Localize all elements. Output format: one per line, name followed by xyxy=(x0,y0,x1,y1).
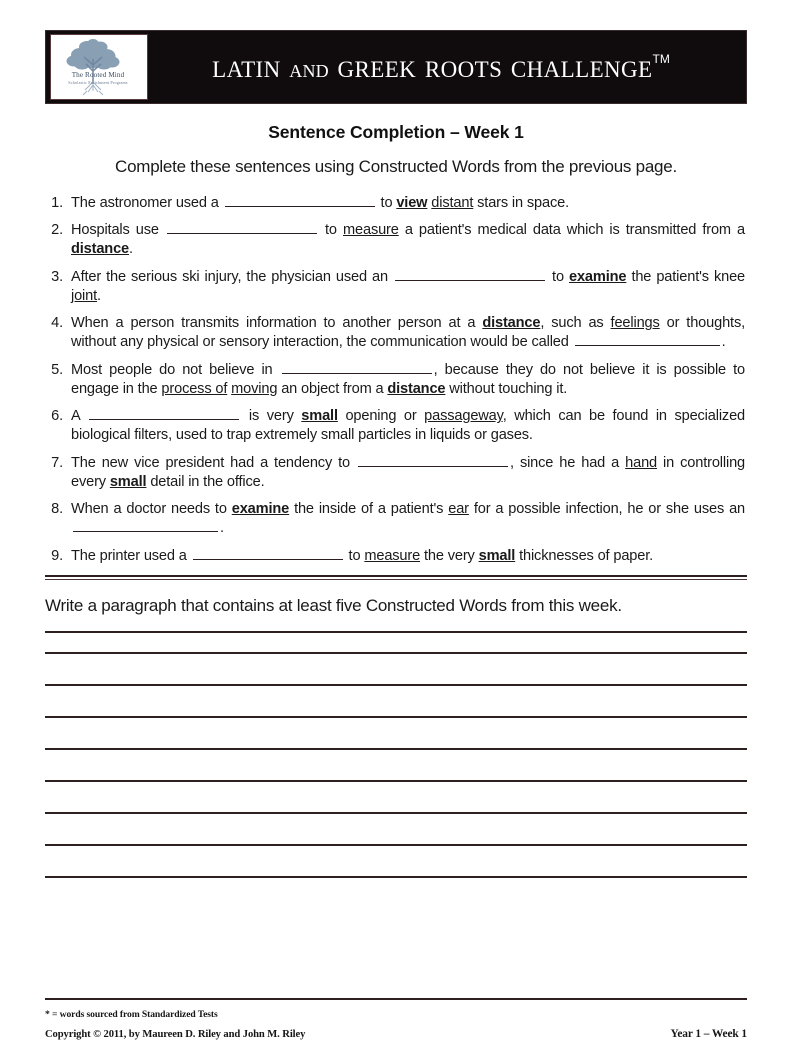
sentence-text: without touching it. xyxy=(445,380,568,397)
writing-line[interactable] xyxy=(45,876,747,878)
question-text xyxy=(71,454,747,492)
root-word-emphasis: small xyxy=(478,547,516,564)
sentence-text: to xyxy=(318,222,343,239)
question-item xyxy=(45,194,747,213)
clue-word-underline: feelings xyxy=(610,315,660,332)
sentence-text: to xyxy=(344,547,365,564)
sentence-text: A xyxy=(71,408,88,425)
instruction-text: Complete these sentences using Constructed Words from the previous page. xyxy=(115,157,677,176)
question-number: 7. xyxy=(51,454,63,471)
root-word-emphasis: distance xyxy=(482,315,541,332)
writing-line[interactable] xyxy=(45,844,747,846)
clue-word-underline: hand xyxy=(625,454,658,471)
question-number: 1. xyxy=(51,195,63,211)
sentence-text: , such as xyxy=(540,315,611,332)
clue-word-underline: moving xyxy=(231,380,278,397)
root-word-emphasis: examine xyxy=(231,501,290,518)
sentence-text: the patient's knee xyxy=(626,268,746,285)
sentence-text: an object from a xyxy=(277,380,388,397)
question-item xyxy=(45,361,747,399)
question-text xyxy=(71,194,747,213)
sentence-text: in controlling every xyxy=(71,454,746,490)
question-text xyxy=(71,407,747,445)
banner-title xyxy=(148,48,746,85)
writing-lines-area xyxy=(45,652,747,878)
sentence-text: After the serious ski injury, the physician used an xyxy=(71,268,393,285)
writing-line[interactable] xyxy=(45,652,747,654)
sentence-text: is very xyxy=(241,408,302,425)
writing-line[interactable] xyxy=(45,812,747,814)
question-text xyxy=(71,314,747,352)
question-text xyxy=(71,361,747,399)
banner-word-greek: greek xyxy=(337,48,417,85)
tree-icon xyxy=(51,35,147,99)
clue-word-underline: process of xyxy=(161,380,228,397)
writing-line[interactable] xyxy=(45,780,747,782)
question-number: 3. xyxy=(51,268,63,285)
sentence-text: The new vice president had a tendency to xyxy=(71,454,357,471)
year-week-label: Year 1 – Week 1 xyxy=(670,1028,747,1040)
question-item xyxy=(45,454,747,492)
root-word-emphasis: view xyxy=(396,195,428,211)
sentence-text: a patient's medical data which is transmitted from a xyxy=(398,222,745,239)
sentence-text: Hospitals use xyxy=(71,222,165,239)
clue-word-underline: joint xyxy=(71,287,98,304)
question-item xyxy=(45,314,747,352)
sentence-text: opening or xyxy=(337,408,425,425)
sentence-text: , since he had a xyxy=(510,454,626,471)
root-word-emphasis: distance xyxy=(387,380,446,397)
question-number: 8. xyxy=(51,501,63,518)
question-number: 4. xyxy=(51,315,63,332)
sentence-text: the inside of a patient's xyxy=(289,501,449,518)
logo-brand-name: The Rooted Mind xyxy=(71,71,125,79)
clue-word-underline: passageway xyxy=(424,408,503,425)
sentence-text: , which can be found in specialized biological filters, used to trap extremely small particles in liquids or gases. xyxy=(71,408,746,444)
sentence-text: the very xyxy=(420,547,479,564)
clue-word-underline: measure xyxy=(343,222,399,239)
header-banner xyxy=(45,30,747,104)
sentence-text: The astronomer used a xyxy=(71,195,223,211)
root-word-emphasis: distance xyxy=(71,241,130,258)
page-title: Sentence Completion – Week 1 xyxy=(268,122,524,142)
question-number: 2. xyxy=(51,222,63,239)
sentence-text: . xyxy=(129,241,133,258)
answer-blank[interactable] xyxy=(395,268,545,281)
sentence-text: to xyxy=(376,195,397,211)
question-text xyxy=(71,547,747,566)
footer-row xyxy=(45,1028,747,1040)
sentence-text: When a person transmits information to another person at a xyxy=(71,315,483,332)
writing-line[interactable] xyxy=(45,716,747,718)
clue-word-underline: distant xyxy=(431,195,474,211)
page-footer xyxy=(45,998,747,1040)
answer-blank[interactable] xyxy=(225,194,375,207)
answer-blank[interactable] xyxy=(358,454,508,467)
copyright-text: Copyright © 2011, by Maureen D. Riley and John M. Riley xyxy=(45,1029,306,1040)
sentence-text: . xyxy=(97,287,101,304)
question-text xyxy=(71,500,747,538)
answer-blank[interactable] xyxy=(89,407,239,420)
question-number: 5. xyxy=(51,361,63,378)
question-text xyxy=(71,221,747,259)
sentence-text: The printer used a xyxy=(71,547,191,564)
sentence-text: for a possible infection, he or she uses an xyxy=(468,501,746,518)
question-number: 6. xyxy=(51,408,63,425)
answer-blank[interactable] xyxy=(282,361,432,374)
sentence-text: , because they do not believe it is possible to engage in the xyxy=(71,361,745,397)
sentence-text: detail in the office. xyxy=(146,473,265,490)
banner-word-challenge: challenge xyxy=(510,48,653,85)
sentence-text: or thoughts, xyxy=(659,315,745,332)
writing-line[interactable] xyxy=(45,748,747,750)
sentence-text: When a doctor needs to xyxy=(71,501,232,518)
sentence-text: Most people do not believe in xyxy=(71,361,280,378)
sentence-text: without any physical or sensory interaction, the communication would be called xyxy=(71,334,573,351)
worksheet-page xyxy=(0,30,792,1054)
answer-blank[interactable] xyxy=(167,222,317,235)
logo-brand-subtitle: Scholastic Enrichment Programs xyxy=(68,80,128,85)
brand-logo xyxy=(50,34,148,100)
question-text xyxy=(71,268,747,306)
banner-word-roots: roots xyxy=(424,48,503,85)
question-item xyxy=(45,500,747,538)
clue-word-underline: ear xyxy=(448,501,469,518)
section-divider-top xyxy=(45,575,747,580)
sentence-text: . xyxy=(721,334,726,351)
banner-word-latin: latin xyxy=(212,48,281,85)
banner-word-and: and xyxy=(289,55,329,83)
question-item xyxy=(45,547,747,566)
clue-word-underline: measure xyxy=(364,547,421,564)
root-word-emphasis: examine xyxy=(569,268,627,285)
footer-divider xyxy=(45,998,747,1000)
footnote-text: * = words sourced from Standardized Tests xyxy=(45,1009,218,1020)
writing-line[interactable] xyxy=(45,684,747,686)
root-word-emphasis: small xyxy=(301,408,338,425)
sentence-text: . xyxy=(220,520,224,537)
answer-blank[interactable] xyxy=(575,333,720,346)
trademark-symbol: TM xyxy=(652,51,670,66)
answer-blank[interactable] xyxy=(193,547,343,560)
root-word-emphasis: small xyxy=(109,473,147,490)
answer-blank[interactable] xyxy=(73,519,218,532)
question-item xyxy=(45,221,747,259)
sentence-text: thicknesses of paper. xyxy=(515,547,654,564)
paragraph-prompt: Write a paragraph that contains at least five Constructed Words from this week. xyxy=(45,595,622,615)
question-item xyxy=(45,407,747,445)
question-item xyxy=(45,268,747,306)
sentence-text: stars in space. xyxy=(473,195,569,211)
question-list xyxy=(45,194,747,566)
paragraph-divider xyxy=(45,631,747,633)
sentence-text: to xyxy=(546,268,569,285)
question-number: 9. xyxy=(51,547,63,564)
